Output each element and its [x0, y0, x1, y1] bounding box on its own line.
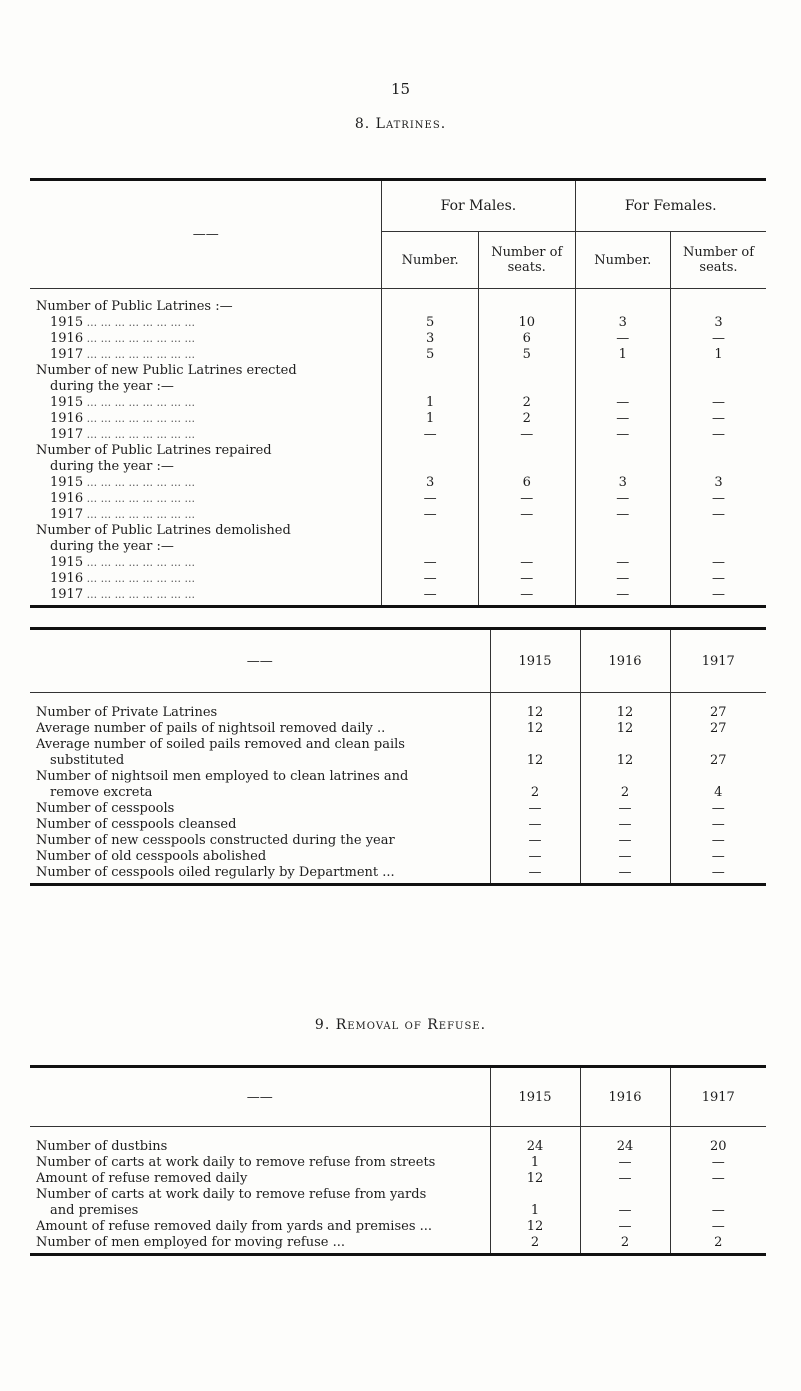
table1-cell: — — [478, 427, 575, 443]
table1-cell: 3 — [670, 315, 766, 331]
table1-cell: — — [382, 491, 479, 507]
table2-row — [30, 865, 766, 885]
table1-cell — [670, 459, 766, 475]
table3-cell: — — [580, 1171, 670, 1187]
table1-cell — [478, 289, 575, 316]
table1-cell: 1 — [382, 395, 479, 411]
table1-cell: 1 — [575, 347, 670, 363]
table2-cell — [490, 737, 580, 753]
table1-cell — [478, 443, 575, 459]
table1-cell: — — [575, 427, 670, 443]
table1-cell — [670, 523, 766, 539]
table1-row — [30, 363, 766, 379]
table3-cell: — — [580, 1203, 670, 1219]
males-seats-header: Number of seats. — [478, 232, 575, 289]
table2-row — [30, 769, 766, 785]
table2-cell: 4 — [670, 785, 766, 801]
table2-row — [30, 785, 766, 801]
males-group-header: For Males. — [382, 180, 575, 232]
table2-cell: — — [580, 801, 670, 817]
table1-row-label: 1915 ... — [30, 475, 382, 491]
table1-row — [30, 395, 766, 411]
table1-cell — [575, 539, 670, 555]
table2-cell: — — [580, 833, 670, 849]
table1-cell — [382, 379, 479, 395]
table3-cell: 2 — [580, 1235, 670, 1255]
table1-cell: — — [670, 411, 766, 427]
table3-cell: — — [580, 1155, 670, 1171]
table1-row — [30, 443, 766, 459]
table1-row — [30, 555, 766, 571]
table1-cell — [670, 539, 766, 555]
table1-cell — [478, 379, 575, 395]
table1-cell: — — [670, 555, 766, 571]
table2-cell: — — [490, 849, 580, 865]
table3-row — [30, 1155, 766, 1171]
table1-row-label: 1917 ... — [30, 427, 382, 443]
table1-cell: 6 — [478, 331, 575, 347]
table1-row — [30, 427, 766, 443]
table1-row — [30, 523, 766, 539]
table1-cell — [382, 523, 479, 539]
table1-row-label: 1916 ... — [30, 571, 382, 587]
table2-cell: — — [490, 833, 580, 849]
table1-cell: 1 — [382, 411, 479, 427]
table1-cell: — — [478, 491, 575, 507]
table2-row-label: remove excreta — [50, 785, 153, 800]
table1-cell: 5 — [382, 347, 479, 363]
table2-cell — [670, 737, 766, 753]
table2-cell: 12 — [580, 753, 670, 769]
table2-row — [30, 849, 766, 865]
table1-cell: — — [575, 331, 670, 347]
page-number: 15 — [390, 80, 411, 98]
table1-row — [30, 459, 766, 475]
table3-cell: 2 — [490, 1235, 580, 1255]
table1-row-label: 1917 ... — [30, 587, 382, 607]
table1-cell — [575, 459, 670, 475]
table3-cell: — — [670, 1219, 766, 1235]
table3-cell: — — [670, 1203, 766, 1219]
table3-body — [30, 1127, 766, 1255]
table2-year-1916: 1916 — [580, 629, 670, 693]
table1-row — [30, 289, 766, 316]
table1-cell: — — [382, 507, 479, 523]
table3-cell: 24 — [580, 1127, 670, 1156]
section-8-title: 8. Latrines. — [354, 116, 447, 132]
table1-row-label: Number of Public Latrines repaired — [36, 443, 272, 458]
table3-row — [30, 1171, 766, 1187]
table1-cell — [670, 289, 766, 316]
table2-cell: — — [670, 801, 766, 817]
table3-cell: — — [670, 1155, 766, 1171]
females-seats-header: Number of seats. — [670, 232, 766, 289]
table2-cell: 27 — [670, 693, 766, 722]
table1-row-label: 1915 ... — [30, 555, 382, 571]
table2-cell: 12 — [490, 753, 580, 769]
table2-year-1915: 1915 — [490, 629, 580, 693]
table3-row-label: Number of dustbins — [36, 1139, 168, 1154]
refuse-removal-table — [30, 1065, 766, 1256]
table1-row — [30, 315, 766, 331]
table1-cell — [575, 363, 670, 379]
table1-row — [30, 379, 766, 395]
table3-cell: 12 — [490, 1171, 580, 1187]
table1-cell: 2 — [478, 395, 575, 411]
table3-cell — [580, 1187, 670, 1203]
table1-cell: — — [575, 571, 670, 587]
table2-row — [30, 833, 766, 849]
table1-cell: 3 — [382, 475, 479, 491]
table2-cell — [490, 769, 580, 785]
table2-cell — [670, 769, 766, 785]
table3-row — [30, 1219, 766, 1235]
table1-cell — [478, 459, 575, 475]
table2-cell: 12 — [580, 721, 670, 737]
table1-cell — [575, 289, 670, 316]
table1-cell: — — [382, 555, 479, 571]
table1-cell: — — [382, 571, 479, 587]
table2-cell: — — [580, 817, 670, 833]
table1-cell: — — [575, 555, 670, 571]
table1-cell: — — [670, 331, 766, 347]
table2-row-label: Number of cesspools cleansed — [36, 817, 237, 832]
table1-cell: — — [575, 395, 670, 411]
table1-cell — [670, 363, 766, 379]
table1-row — [30, 571, 766, 587]
table3-cell — [670, 1187, 766, 1203]
table1-cell: 5 — [478, 347, 575, 363]
table1-cell: 1 — [670, 347, 766, 363]
table2-row — [30, 737, 766, 753]
table3-row — [30, 1235, 766, 1255]
public-latrines-table — [30, 178, 766, 608]
table2-cell: 2 — [490, 785, 580, 801]
table3-row-label: Number of men employed for moving refuse ... — [36, 1235, 346, 1250]
table2-row-label: Number of old cesspools abolished — [36, 849, 267, 864]
table2-cell: 12 — [490, 721, 580, 737]
table1-row — [30, 491, 766, 507]
table1-cell: — — [478, 571, 575, 587]
table1-corner: —— — [192, 227, 219, 242]
table1-cell — [382, 459, 479, 475]
table3-cell: 24 — [490, 1127, 580, 1156]
table2-cell: — — [670, 849, 766, 865]
table1-cell: — — [382, 587, 479, 607]
males-number-header: Number. — [382, 232, 479, 289]
table1-body — [30, 289, 766, 607]
table3-row-label: Number of carts at work daily to remove refuse from yards — [36, 1187, 427, 1202]
table1-cell — [478, 363, 575, 379]
table1-cell: 6 — [478, 475, 575, 491]
table1-cell — [382, 363, 479, 379]
table3-year-1916: 1916 — [580, 1067, 670, 1127]
table2-body — [30, 693, 766, 885]
table1-cell — [575, 379, 670, 395]
table1-row — [30, 539, 766, 555]
table1-cell — [382, 289, 479, 316]
table1-cell — [382, 443, 479, 459]
table2-cell: — — [490, 801, 580, 817]
table3-row-label: Amount of refuse removed daily from yards and premises ... — [36, 1219, 433, 1234]
table2-row-label: Average number of soiled pails removed and clean pails — [36, 737, 405, 752]
table1-row-label: during the year :— — [50, 459, 174, 474]
table1-cell: 3 — [575, 475, 670, 491]
table2-cell: — — [670, 865, 766, 885]
table1-cell: — — [670, 491, 766, 507]
table1-row — [30, 475, 766, 491]
table3-cell: — — [670, 1171, 766, 1187]
table1-row-label: 1916 ... — [30, 491, 382, 507]
table1-row — [30, 411, 766, 427]
table2-cell: 2 — [580, 785, 670, 801]
table1-cell: 2 — [478, 411, 575, 427]
table2-row-label: substituted — [50, 753, 125, 768]
table2-cell — [580, 737, 670, 753]
table1-cell: — — [575, 507, 670, 523]
table1-cell: — — [670, 427, 766, 443]
table1-cell — [478, 539, 575, 555]
females-group-header: For Females. — [575, 180, 766, 232]
table1-row-label: 1916 ... — [30, 331, 382, 347]
table1-cell — [670, 443, 766, 459]
table2-cell: 12 — [580, 693, 670, 722]
table2-cell: — — [580, 849, 670, 865]
table1-cell — [575, 443, 670, 459]
table2-row-label: Number of cesspools oiled regularly by Department ... — [36, 865, 395, 880]
table2-cell: 27 — [670, 721, 766, 737]
table3-corner: —— — [246, 1089, 273, 1105]
table1-cell: — — [670, 587, 766, 607]
table1-row-label: Number of Public Latrines :— — [36, 299, 233, 314]
table2-row — [30, 721, 766, 737]
table1-row — [30, 331, 766, 347]
females-number-header: Number. — [575, 232, 670, 289]
table1-cell: — — [670, 395, 766, 411]
table3-row-label: Number of carts at work daily to remove refuse from streets — [36, 1155, 436, 1170]
table1-cell — [575, 523, 670, 539]
table1-row-label: 1915 ... — [30, 395, 382, 411]
table1-row-label: during the year :— — [50, 379, 174, 394]
table1-cell: 3 — [670, 475, 766, 491]
table3-cell: 1 — [490, 1203, 580, 1219]
table2-row — [30, 801, 766, 817]
table3-cell: 1 — [490, 1155, 580, 1171]
table2-row-label: Average number of pails of nightsoil removed daily .. — [36, 721, 386, 736]
table1-cell: — — [478, 555, 575, 571]
table1-row — [30, 507, 766, 523]
table3-row — [30, 1187, 766, 1203]
table1-cell: — — [575, 491, 670, 507]
table1-row-label: 1916 ... — [30, 411, 382, 427]
table1-row-label: Number of Public Latrines demolished — [36, 523, 291, 538]
table2-cell: — — [580, 865, 670, 885]
table2-cell: 12 — [490, 693, 580, 722]
table1-row — [30, 347, 766, 363]
table1-row — [30, 587, 766, 607]
table3-row-label: and premises — [50, 1203, 139, 1218]
table1-cell — [670, 379, 766, 395]
table1-cell: — — [478, 587, 575, 607]
table2-cell: — — [490, 817, 580, 833]
table1-row-label: 1917 ... — [30, 347, 382, 363]
table2-cell: — — [490, 865, 580, 885]
table2-row — [30, 693, 766, 722]
table1-cell: — — [478, 507, 575, 523]
table3-year-1915: 1915 — [490, 1067, 580, 1127]
table1-cell — [478, 523, 575, 539]
section-9-title: 9. Removal of Refuse. — [314, 1017, 487, 1033]
table1-cell: 3 — [575, 315, 670, 331]
table1-row-label: 1915 ... — [30, 315, 382, 331]
table1-row-label: during the year :— — [50, 539, 174, 554]
table1-cell: 10 — [478, 315, 575, 331]
table3-row — [30, 1127, 766, 1156]
table2-cell: — — [670, 817, 766, 833]
table1-row-label: Number of new Public Latrines erected — [36, 363, 297, 378]
table2-row-label: Number of Private Latrines — [36, 705, 218, 720]
table2-row — [30, 753, 766, 769]
table2-row-label: Number of new cesspools constructed during the year — [36, 833, 395, 848]
table2-cell: — — [670, 833, 766, 849]
table2-corner: —— — [246, 653, 273, 669]
table1-cell: 5 — [382, 315, 479, 331]
table1-cell: 3 — [382, 331, 479, 347]
table2-row — [30, 817, 766, 833]
table3-year-1917: 1917 — [670, 1067, 766, 1127]
table3-row-label: Amount of refuse removed daily — [36, 1171, 248, 1186]
table2-row-label: Number of nightsoil men employed to clean latrines and — [36, 769, 409, 784]
private-latrines-table — [30, 627, 766, 886]
table1-cell — [382, 539, 479, 555]
table1-cell: — — [670, 571, 766, 587]
table2-row-label: Number of cesspools — [36, 801, 175, 816]
table1-cell: — — [670, 507, 766, 523]
table3-cell: 20 — [670, 1127, 766, 1156]
table2-cell: 27 — [670, 753, 766, 769]
table3-cell: 12 — [490, 1219, 580, 1235]
table1-cell: — — [575, 587, 670, 607]
table1-cell: — — [575, 411, 670, 427]
table1-cell: — — [382, 427, 479, 443]
table2-year-1917: 1917 — [670, 629, 766, 693]
table3-row — [30, 1203, 766, 1219]
table1-row-label: 1917 ... — [30, 507, 382, 523]
table2-cell — [580, 769, 670, 785]
table3-cell: — — [580, 1219, 670, 1235]
table3-cell: 2 — [670, 1235, 766, 1255]
table3-cell — [490, 1187, 580, 1203]
